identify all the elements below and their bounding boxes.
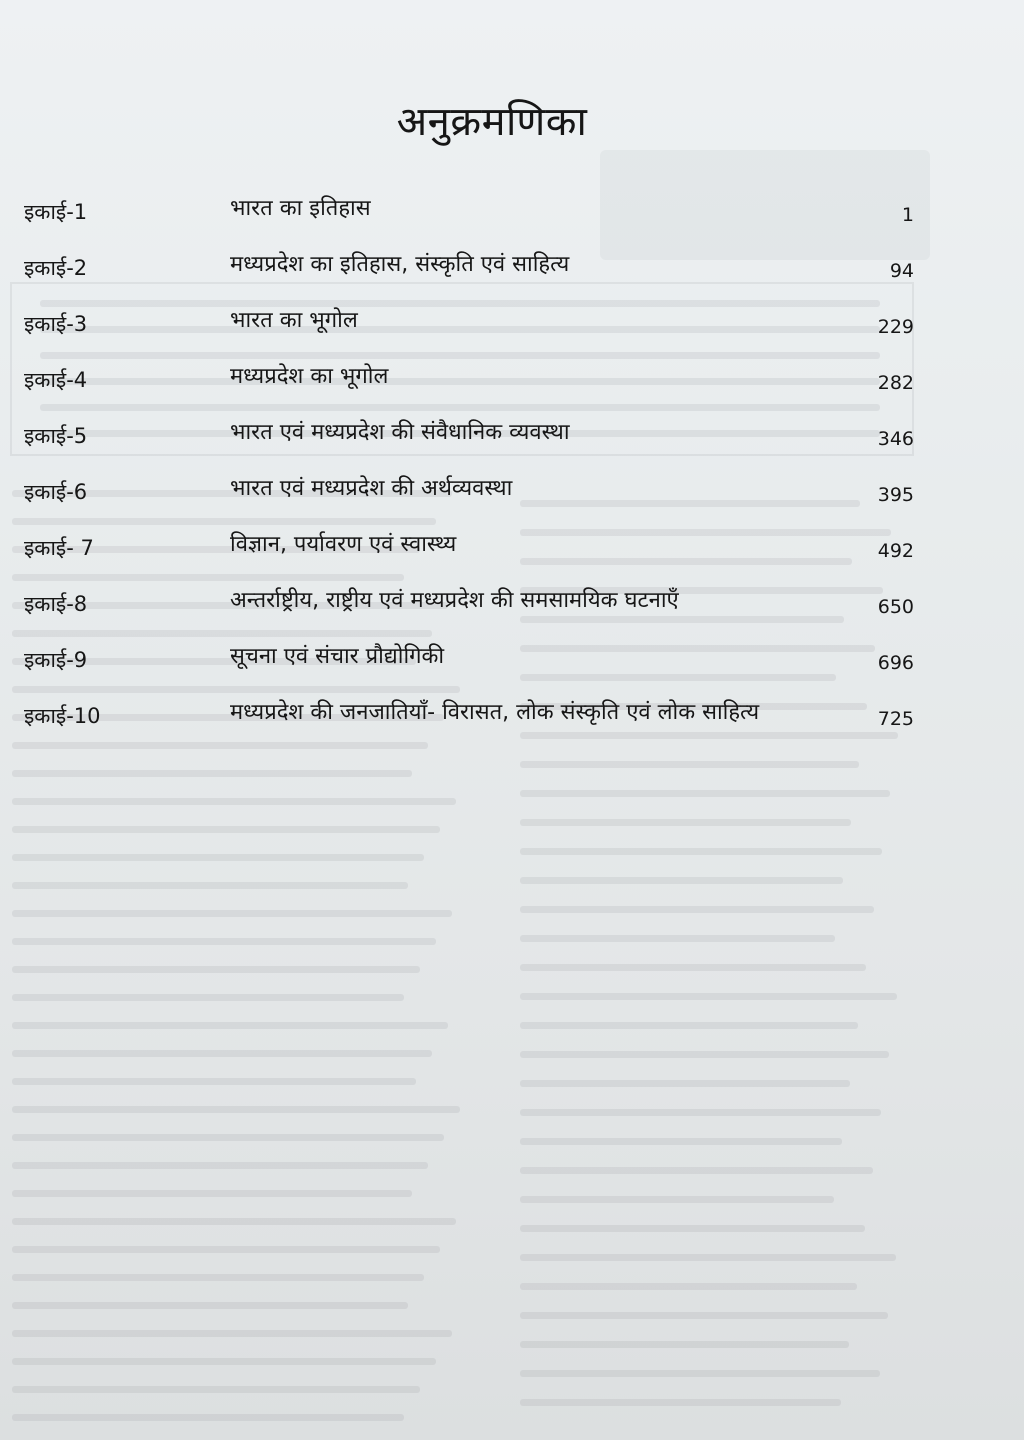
bleed-through-line: [12, 1162, 428, 1169]
unit-label: इकाई-5: [24, 424, 88, 448]
bleed-through-line: [12, 1218, 456, 1225]
bleed-through-line: [520, 1283, 857, 1290]
bleed-through-line: [12, 770, 412, 777]
bleed-through-line: [520, 1022, 858, 1029]
bleed-through-line: [12, 518, 436, 525]
toc-entry: [0, 422, 1024, 462]
toc-entry: [0, 478, 1024, 518]
bleed-through-line: [12, 1134, 444, 1141]
bleed-through-line: [12, 1190, 412, 1197]
chapter-title: सूचना एवं संचार प्रौद्योगिकी: [230, 644, 445, 669]
bleed-through-line: [12, 938, 436, 945]
unit-label: इकाई- 7: [24, 536, 94, 560]
bleed-through-line: [12, 798, 456, 805]
toc-entry: [0, 590, 1024, 630]
bleed-through-line: [12, 854, 424, 861]
unit-label: इकाई-9: [24, 648, 88, 672]
unit-label: इकाई-4: [24, 368, 88, 392]
bleed-through-line: [520, 1225, 865, 1232]
bleed-through-line: [520, 1370, 880, 1377]
bleed-through-line: [12, 1358, 436, 1365]
bleed-through-line: [520, 993, 897, 1000]
toc-entry: [0, 254, 1024, 294]
bleed-through-line: [12, 1106, 460, 1113]
chapter-title: भारत का इतिहास: [230, 196, 371, 221]
bleed-through-line: [12, 882, 408, 889]
page-number: 696: [877, 652, 914, 674]
bleed-through-line: [520, 790, 890, 797]
bleed-through-line: [520, 1341, 849, 1348]
bleed-through-line: [520, 1167, 873, 1174]
toc-entry: [0, 646, 1024, 686]
bleed-through-line: [520, 1399, 841, 1406]
bleed-through-line: [520, 964, 866, 971]
chapter-title: मध्यप्रदेश का भूगोल: [230, 364, 389, 389]
bleed-through-line: [520, 906, 874, 913]
toc-entry: [0, 366, 1024, 406]
page-number: 1: [901, 204, 914, 226]
chapter-title: अन्तर्राष्ट्रीय, राष्ट्रीय एवं मध्यप्रदेश की समसामयिक घटनाएँ: [230, 588, 679, 613]
bleed-through-line: [520, 819, 851, 826]
toc-entry: [0, 702, 1024, 742]
bleed-through-line: [12, 994, 404, 1001]
toc-entry: [0, 310, 1024, 350]
unit-label: इकाई-6: [24, 480, 88, 504]
page-number: 94: [889, 260, 914, 282]
bleed-through-line: [12, 686, 460, 693]
page-number: 492: [877, 540, 914, 562]
bleed-through-line: [12, 966, 420, 973]
bleed-through-line: [12, 574, 404, 581]
unit-label: इकाई-1: [24, 200, 88, 224]
bleed-through-line: [520, 1138, 842, 1145]
page-number: 395: [877, 484, 914, 506]
page-number: 346: [877, 428, 914, 450]
bleed-through-line: [12, 742, 428, 749]
unit-label: इकाई-2: [24, 256, 88, 280]
chapter-title: मध्यप्रदेश की जनजातियाँ- विरासत, लोक संस्कृति एवं लोक साहित्य: [230, 700, 760, 725]
unit-label: इकाई-10: [24, 704, 101, 728]
bleed-through-line: [520, 1080, 850, 1087]
chapter-title: मध्यप्रदेश का इतिहास, संस्कृति एवं साहित्य: [230, 252, 570, 277]
bleed-through-line: [40, 352, 880, 359]
bleed-through-line: [12, 910, 452, 917]
bleed-through-line: [12, 1302, 408, 1309]
bleed-through-line: [40, 300, 880, 307]
bleed-through-line: [520, 1196, 834, 1203]
bleed-through-line: [520, 1109, 881, 1116]
bleed-through-line: [520, 848, 882, 855]
page-title: अनुक्रमणिका: [396, 99, 588, 145]
bleed-through-line: [520, 935, 835, 942]
bleed-through-line: [12, 1078, 416, 1085]
chapter-title: विज्ञान, पर्यावरण एवं स्वास्थ्य: [230, 532, 457, 557]
page-number: 725: [877, 708, 914, 730]
bleed-through-line: [12, 1386, 420, 1393]
bleed-through-line: [520, 1312, 888, 1319]
bleed-through-line: [12, 1330, 452, 1337]
bleed-through-line: [520, 761, 859, 768]
chapter-title: भारत एवं मध्यप्रदेश की संवैधानिक व्यवस्था: [230, 420, 570, 445]
bleed-through-line: [12, 826, 440, 833]
bleed-through-line: [12, 1274, 424, 1281]
toc-entry: [0, 534, 1024, 574]
bleed-through-line: [520, 1254, 896, 1261]
bleed-through-line: [12, 1050, 432, 1057]
page-number: 282: [877, 372, 914, 394]
toc-entry: [0, 198, 1024, 238]
unit-label: इकाई-8: [24, 592, 88, 616]
chapter-title: भारत का भूगोल: [230, 308, 358, 333]
bleed-through-line: [12, 1246, 440, 1253]
bleed-through-line: [520, 877, 843, 884]
chapter-title: भारत एवं मध्यप्रदेश की अर्थव्यवस्था: [230, 476, 513, 501]
bleed-through-line: [520, 1051, 889, 1058]
bleed-through-line: [12, 1022, 448, 1029]
unit-label: इकाई-3: [24, 312, 88, 336]
page-number: 229: [877, 316, 914, 338]
page-number: 650: [877, 596, 914, 618]
bleed-through-line: [12, 630, 432, 637]
bleed-through-line: [12, 1414, 404, 1421]
